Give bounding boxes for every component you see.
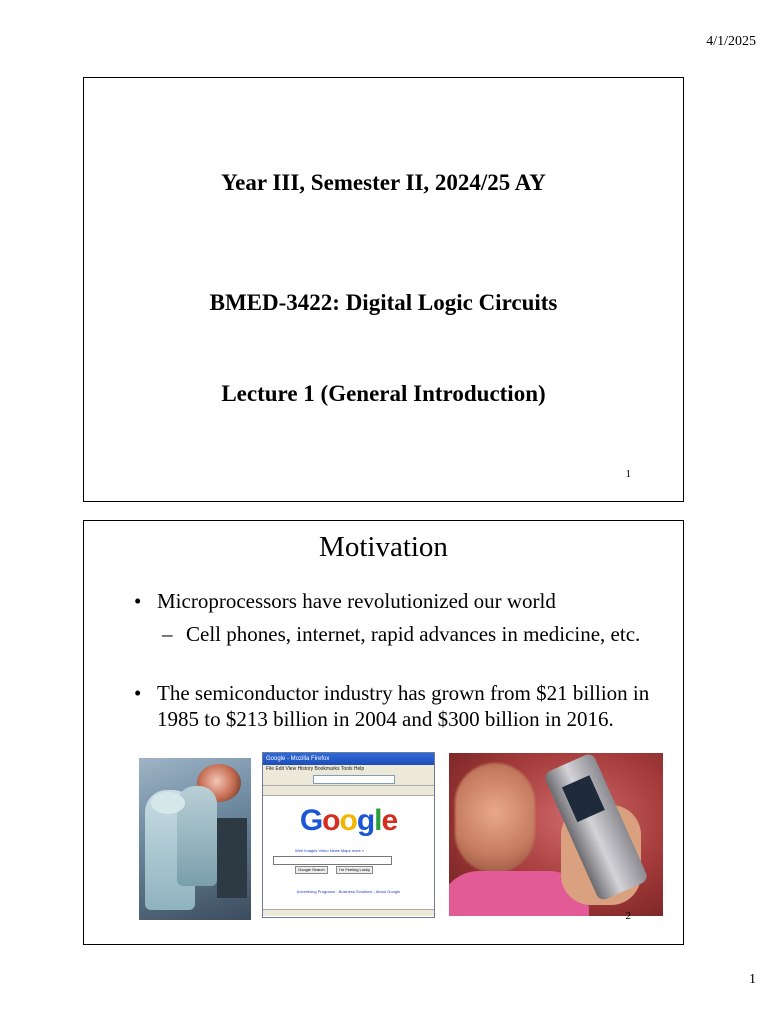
bullet-marker: • — [134, 681, 142, 705]
person-face — [455, 763, 535, 873]
bullet-item — [134, 680, 679, 732]
year-semester-heading: Year III, Semester II, 2024/25 AY — [221, 170, 546, 195]
browser-toolbar — [263, 773, 434, 786]
footer-links: Advertising Programs - Business Solutions - About Google — [296, 889, 401, 894]
address-bar — [313, 775, 395, 784]
bookmarks-bar — [263, 786, 434, 796]
sub-bullet-text: Cell phones, internet, rapid advances in medicine, etc. — [186, 622, 641, 646]
feeling-lucky-button: I'm Feeling Lucky — [336, 866, 373, 874]
google-browser-screenshot — [262, 752, 435, 918]
sub-bullet-marker: – — [162, 622, 173, 646]
bullet-marker: • — [134, 589, 142, 613]
slide-title: Motivation — [319, 531, 448, 563]
surgery-photo — [139, 758, 251, 920]
slide-title — [83, 77, 684, 502]
page-date: 4/1/2025 — [706, 34, 756, 49]
bullet-text: The semiconductor industry has grown from $21 billion in 1985 to $213 billion in 2004 and $300 billion in 2016. — [157, 681, 650, 731]
browser-title-bar: Google - Mozilla Firefox — [263, 753, 434, 765]
slide-number: 2 — [625, 910, 631, 922]
browser-menu-bar: File Edit View History Bookmarks Tools Help — [263, 765, 434, 773]
surgical-cap — [151, 792, 185, 814]
bullet-text: Microprocessors have revolutionized our world — [157, 589, 556, 613]
slide-number: 1 — [625, 468, 631, 480]
search-tabs: Web Images Video News Maps more » — [295, 848, 365, 853]
google-logo: Google — [299, 804, 398, 837]
search-box — [273, 856, 392, 865]
phone-screen — [562, 775, 605, 822]
course-heading: BMED-3422: Digital Logic Circuits — [209, 290, 558, 315]
cell-phone-photo — [449, 753, 663, 916]
browser-status-bar — [263, 909, 434, 916]
lecture-heading: Lecture 1 (General Introduction) — [221, 381, 546, 406]
page-number: 1 — [749, 972, 756, 987]
medical-equipment — [217, 818, 247, 898]
google-search-button: Google Search — [295, 866, 328, 874]
bullet-item — [134, 588, 556, 614]
slide-motivation — [83, 520, 684, 945]
sub-bullet-item — [162, 621, 662, 647]
browser-content — [263, 796, 434, 909]
